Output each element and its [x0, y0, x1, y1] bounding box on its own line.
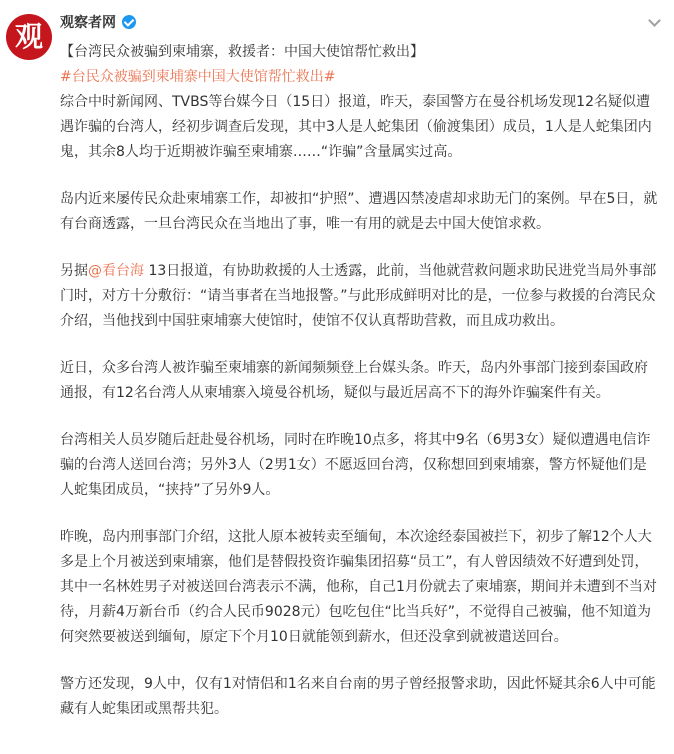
paragraph-3-prefix: 另据	[60, 263, 88, 279]
paragraph-3-text: 13日报道，有协助救援的人士透露，此前，当他就营救问题求助民进党当局外事部门时，对方十分敷衍：“请当事者在当地报警。”与此形成鲜明对比的是，一位参与救援的台湾民众介绍，当他找到中国驻柬埔寨大使馆时，使馆不仅认真帮助营救，而且成功救出。	[60, 263, 657, 329]
avatar[interactable]	[6, 14, 52, 60]
post-header	[60, 12, 136, 32]
post-content	[60, 40, 660, 722]
paragraph-7: 警方还发现，9人中，仅有1对情侣和1名来自台南的男子曾经报警求助，因此怀疑其余6人中可能藏有人蛇集团或黑帮共犯。	[60, 676, 656, 717]
topic-link[interactable]: #台民众被骗到柬埔寨中国大使馆帮忙救出#	[60, 69, 336, 85]
verified-badge-icon	[122, 15, 136, 29]
paragraph-4: 近日，众多台湾人被诈骗至柬埔寨的新闻频频登上台媒头条。昨天，岛内外事部门接到泰国政府通报，有12名台湾人从柬埔寨入境曼谷机场，疑似与最近居高不下的海外诈骗案件有关。	[60, 360, 648, 401]
mention-link[interactable]: @看台海	[88, 263, 144, 279]
paragraph-5: 台湾相关人员岁随后赶赴曼谷机场，同时在昨晚10点多，将其中9名（6男3女）疑似遭遇电信诈骗的台湾人送回台湾；另外3人（2男1女）不愿返回台湾，仅称想回到柬埔寨，警方怀疑他们是人蛇集团成员，“挟持”了另外9人。	[60, 432, 651, 498]
paragraph-6: 昨晚，岛内刑事部门介绍，这批人原本被转卖至缅甸，本次途经泰国被拦下，初步了解12个人大多是上个月被送到柬埔寨，他们是替假投资诈骗集团招募“员工”，有人曾因绩效不好遭到处罚，其中一名林姓男子对被送回台湾表示不满，他称，自己1月份就去了柬埔寨，期间并未遭到不当对待，月薪4万新台币（约合人民币9028元）包吃包住“比当兵好”，不觉得自己被骗，他不知道为何突然要被送到缅甸，原定下个月10日就能领到薪水，但还没拿到就被遣送回台。	[60, 529, 657, 645]
paragraph-2: 岛内近来屡传民众赴柬埔寨工作，却被扣“护照”、遭遇囚禁凌虐却求助无门的案例。早在5日，就有台商透露，一旦台湾民众在当地出了事，唯一有用的就是去中国大使馆求救。	[60, 191, 658, 232]
paragraph-3	[60, 259, 660, 334]
post-title: 【台湾民众被骗到柬埔寨，救援者：中国大使馆帮忙救出】	[60, 44, 424, 60]
paragraph-1: 综合中时新闻网、TVBS等台媒今日（15日）报道，昨天，泰国警方在曼谷机场发现12名疑似遭遇诈骗的台湾人，经初步调查后发现，其中3人是人蛇集团（偷渡集团）成员，1人是人蛇集团内鬼，其余8人均于近期被诈骗至柬埔寨……“诈骗”含量属实过高。	[60, 94, 652, 160]
chevron-down-icon[interactable]	[648, 16, 660, 28]
avatar-logo-char: 观	[14, 20, 43, 53]
user-name[interactable]: 观察者网	[60, 15, 116, 31]
